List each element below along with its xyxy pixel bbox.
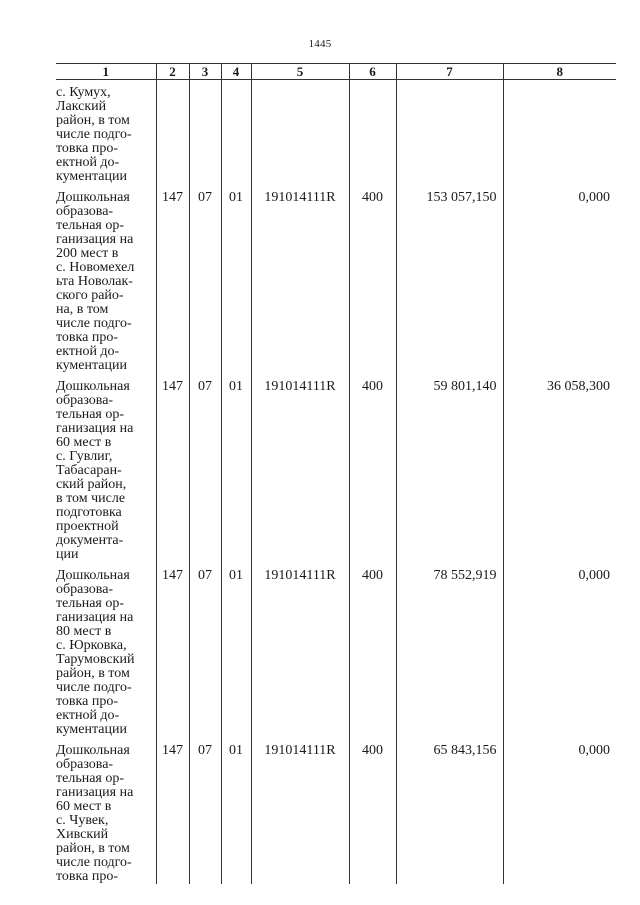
row-description: Дошкольная образова- тельная ор- ганизация на 60 мест в с. Гувлиг, Табасаран- ский район, в том числе подготовка проектной документа- ции [56,373,156,562]
cell-subsection: 01 [221,184,251,373]
cell-amount-2: 0,000 [503,737,616,884]
cell-target-article: 191014111R [251,562,349,737]
cell-expense-type: 400 [349,562,396,737]
cell-amount-1: 78 552,919 [396,562,503,737]
cell-expense-type: 400 [349,737,396,884]
column-header-3: 3 [189,64,221,80]
table-row-continuation [56,80,616,185]
cell-ministry-code: 147 [156,373,189,562]
cell-subsection: 01 [221,562,251,737]
cell-subsection: 01 [221,737,251,884]
cell-ministry-code: 147 [156,737,189,884]
cell-expense-type: 400 [349,373,396,562]
cell-amount-1: 59 801,140 [396,373,503,562]
row-description: с. Кумух, Лакский район, в том числе подго- товка про- ектной до- кументации [56,80,156,185]
cell-amount-2: 36 058,300 [503,373,616,562]
column-header-1: 1 [56,64,156,80]
cell-section: 07 [189,562,221,737]
table-row [56,737,616,884]
column-header-4: 4 [221,64,251,80]
cell-amount-1: 153 057,150 [396,184,503,373]
table-header-row [56,64,616,80]
cell-amount-1: 65 843,156 [396,737,503,884]
page-number: 1445 [308,38,332,50]
table-row [56,184,616,373]
budget-table [56,63,616,884]
row-description: Дошкольная образова- тельная ор- ганизация на 80 мест в с. Юрковка, Тарумовский район, в том числе подго- товка про- ектной до- кументации [56,562,156,737]
table-row [56,373,616,562]
cell-section: 07 [189,737,221,884]
cell-section: 07 [189,184,221,373]
cell-subsection: 01 [221,373,251,562]
column-header-6: 6 [349,64,396,80]
column-header-2: 2 [156,64,189,80]
cell-amount-2: 0,000 [503,184,616,373]
cell-target-article: 191014111R [251,737,349,884]
cell-expense-type: 400 [349,184,396,373]
column-header-5: 5 [251,64,349,80]
cell-amount-2: 0,000 [503,562,616,737]
column-header-8: 8 [503,64,616,80]
row-description: Дошкольная образова- тельная ор- ганизация на 200 мест в с. Новомехел ьта Новолак- ского райо- на, в том числе подго- товка про- ектной до- кументации [56,184,156,373]
cell-target-article: 191014111R [251,184,349,373]
table-row [56,562,616,737]
cell-section: 07 [189,373,221,562]
column-header-7: 7 [396,64,503,80]
cell-ministry-code: 147 [156,184,189,373]
row-description: Дошкольная образова- тельная ор- ганизация на 60 мест в с. Чувек, Хивский район, в том числе подго- товка про- [56,737,156,884]
cell-target-article: 191014111R [251,373,349,562]
cell-ministry-code: 147 [156,562,189,737]
